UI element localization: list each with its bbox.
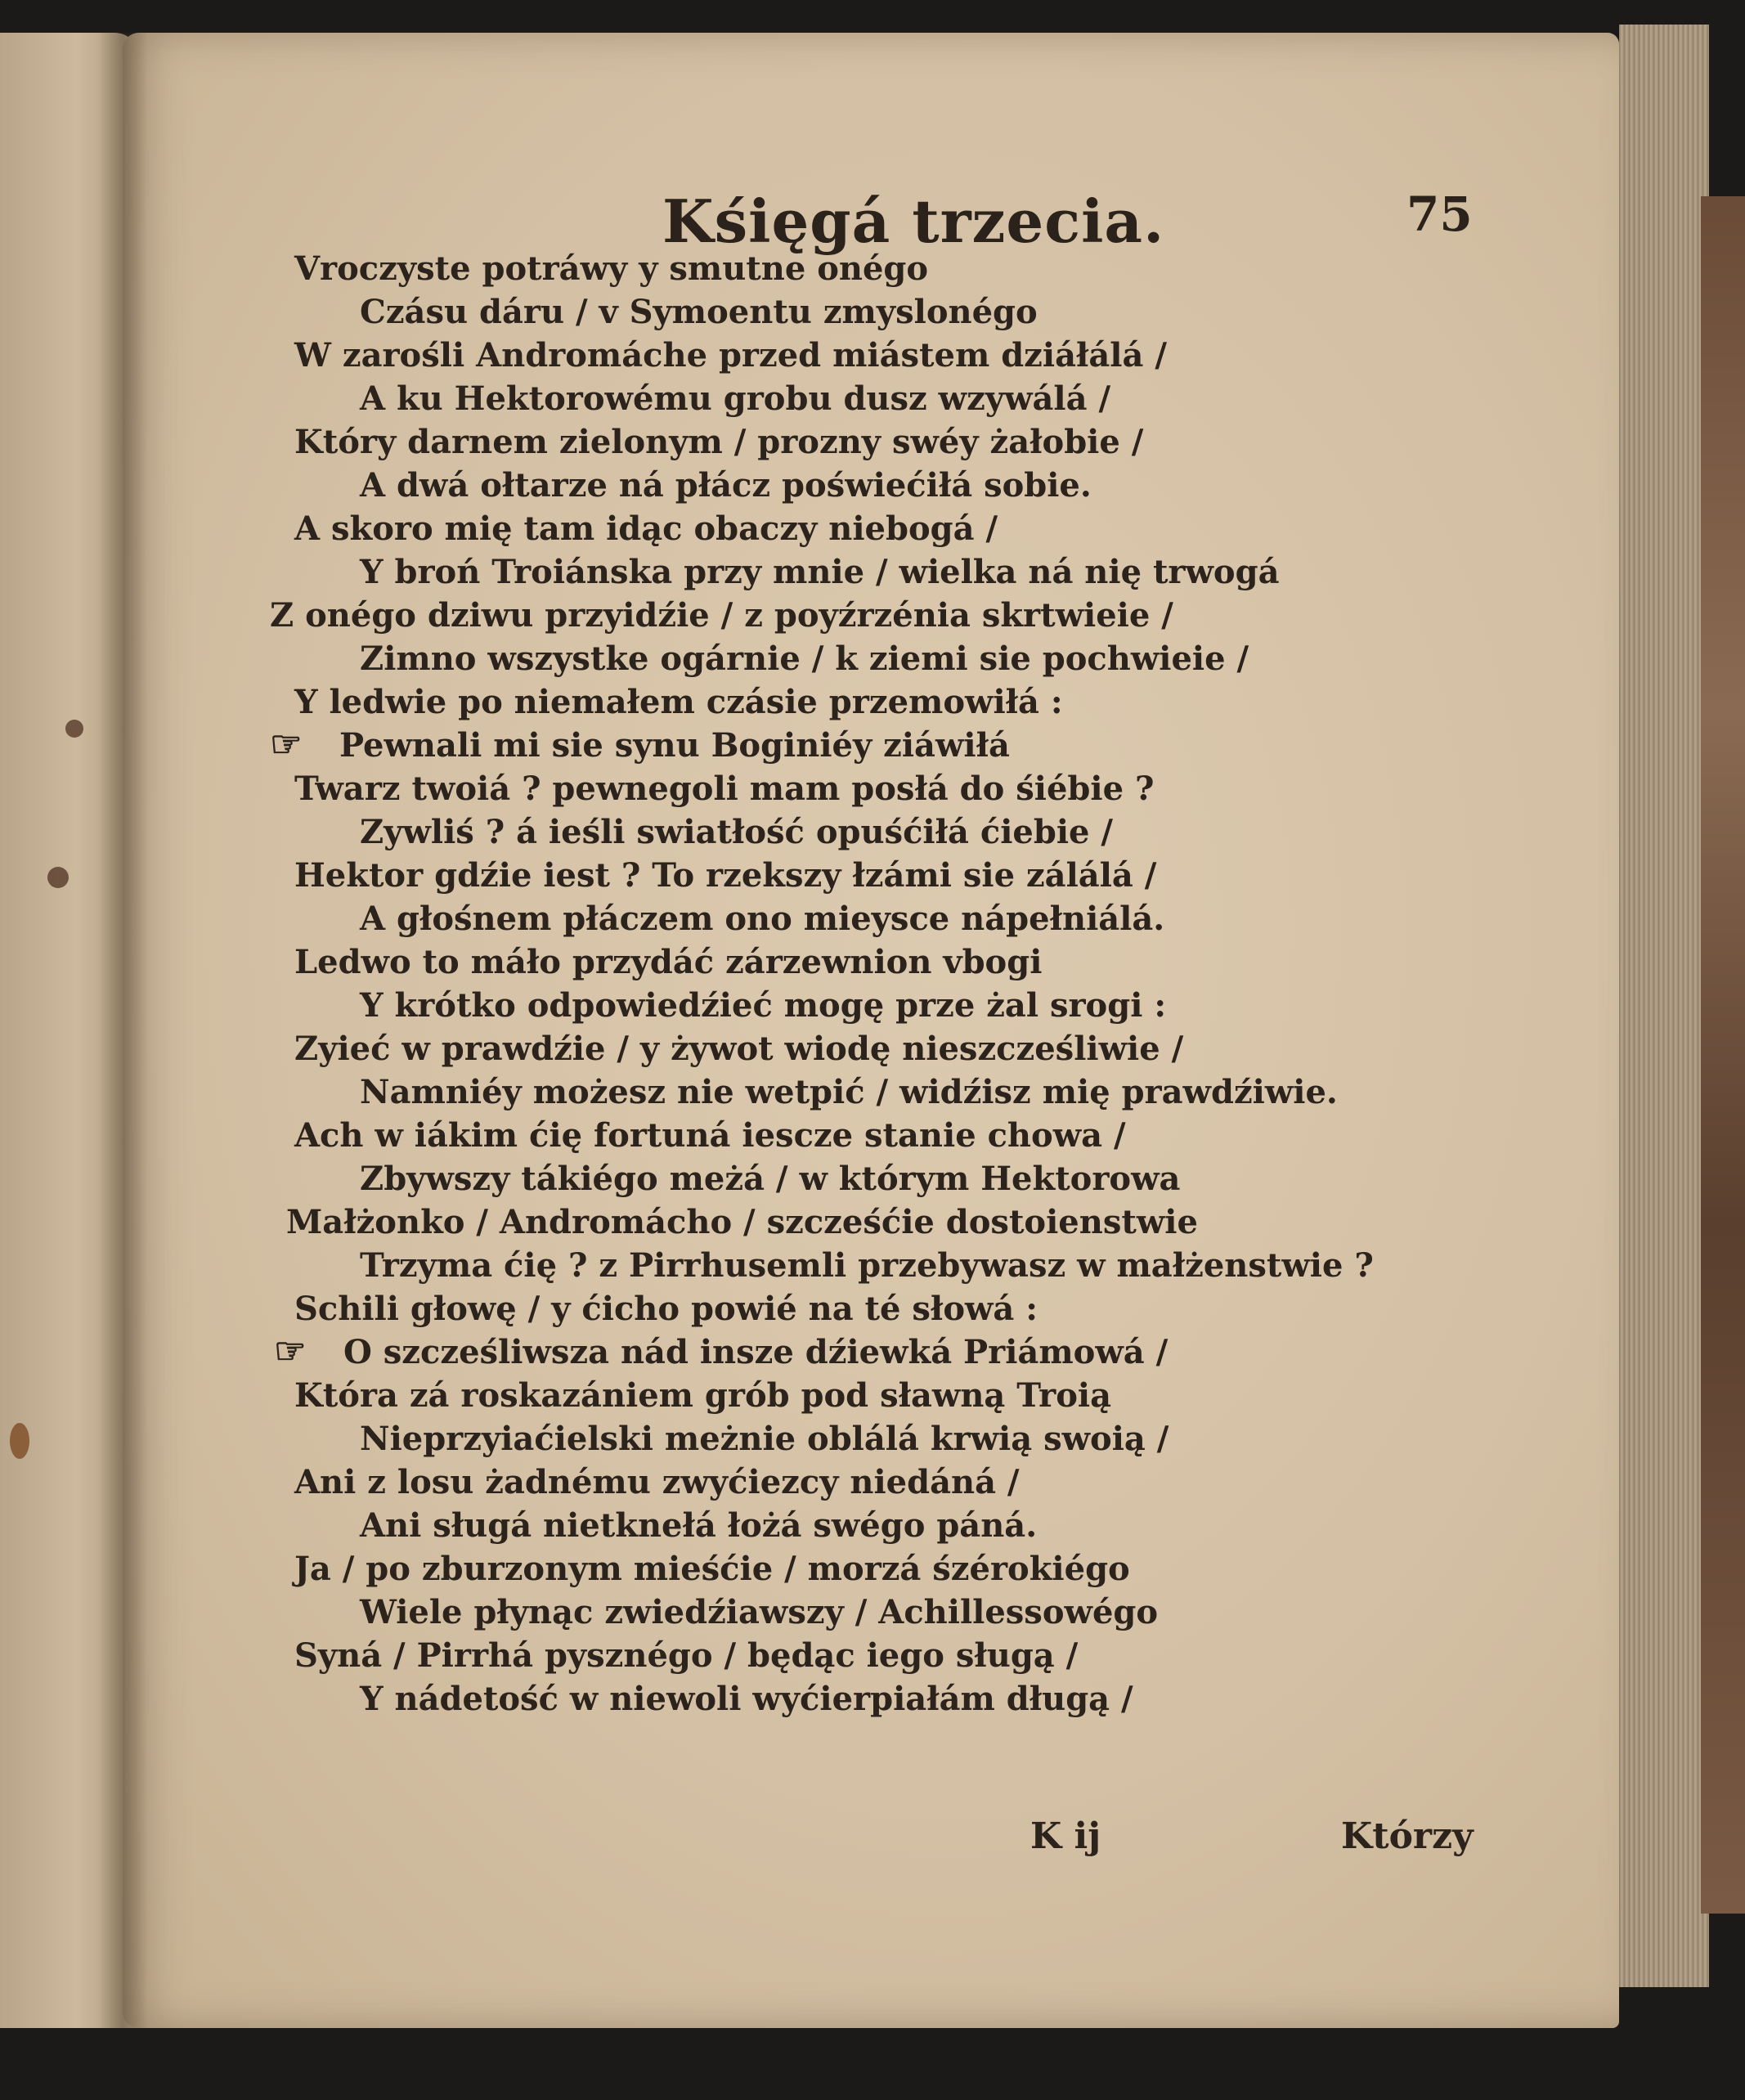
- ink-stain: [65, 720, 83, 738]
- book-gutter: [98, 33, 147, 2028]
- verse-line: Schili głowę / y ćicho powié na té słowá :: [294, 1290, 1038, 1328]
- page-block-edge: [1619, 25, 1709, 1987]
- right-page: [123, 33, 1619, 2028]
- verse-line: Vroczyste potráwy y smutne onégo: [294, 249, 929, 288]
- verse-line: Hektor gdźie iest ? To rzekszy łzámi sie zálálá /: [294, 856, 1157, 895]
- verse-line: Trzyma ćię ? z Pirrhusemli przebywasz w małżenstwie ?: [360, 1246, 1374, 1285]
- verse-line: Twarz twoiá ? pewnegoli mam posłá do śiébie ?: [294, 770, 1155, 808]
- verse-line: Która zá roskazániem grób pod sławną Troią: [294, 1376, 1111, 1415]
- verse-line: Czásu dáru / v Symoentu zmyslonégo: [360, 293, 1038, 331]
- section-mark: ☞: [270, 724, 303, 765]
- verse-line: Zywliś ? á ieśli swiatłość opuśćiłá ćiebie /: [360, 813, 1113, 851]
- verse-line: Syná / Pirrhá pysznégo / będąc iego sługą /: [294, 1636, 1079, 1675]
- page-number: 75: [1406, 186, 1473, 242]
- verse-line: Ani sługá nietknełá łożá swégo páná.: [360, 1506, 1038, 1545]
- ink-stain: [47, 867, 69, 888]
- verse-line: A dwá ołtarze ná płácz poświećiłá sobie.: [360, 466, 1092, 505]
- verse-line: A skoro mię tam idąc obaczy niebogá /: [294, 509, 998, 548]
- verse-line: Zbywszy tákiégo meżá / w którym Hektorowa: [360, 1160, 1181, 1198]
- verse-line: Ach w iákim ćię fortuná iescze stanie chowa /: [294, 1116, 1126, 1155]
- verse-line: Y broń Troiánska przy mnie / wielka ná nię trwogá: [360, 553, 1280, 591]
- verse-line: A głośnem płáczem ono mieysce nápełniálá.: [360, 900, 1165, 938]
- verse-line: Y ledwie po niemałem czásie przemowiłá :: [294, 683, 1063, 721]
- marbled-cover-edge: [1701, 196, 1745, 1914]
- verse-line: Namniéy możesz nie wetpić / widźisz mię prawdźiwie.: [360, 1073, 1338, 1111]
- verse-line: Ledwo to máło przydáć zárzewnion vbogi: [294, 943, 1043, 981]
- verse-line: Zimno wszystke ogárnie / k ziemi sie pochwieie /: [360, 639, 1249, 678]
- verse-line: Który darnem zielonym / prozny swéy żałobie /: [294, 423, 1144, 461]
- page-heading: Kśięgá trzecia.: [662, 186, 1165, 256]
- verse-line: Zyieć w prawdźie / y żywot wiodę nieszcześliwie /: [294, 1030, 1184, 1068]
- catchword: Którzy: [1341, 1815, 1474, 1857]
- signature-mark: K ij: [1030, 1815, 1101, 1857]
- verse-line: W zarośli Andromáche przed miástem dziáłálá /: [294, 336, 1167, 375]
- verse-line: Małżonko / Andromácho / szcześćie dostoienstwie: [286, 1203, 1198, 1241]
- verse-line: Ja / po zburzonym mieśćie / morzá śzérokiégo: [294, 1550, 1130, 1588]
- verse-line: Pewnali mi sie synu Boginiéy ziáwiłá: [339, 726, 1010, 765]
- ink-stain: [10, 1423, 29, 1459]
- verse-line: A ku Hektorowému grobu dusz wzywálá /: [360, 379, 1111, 418]
- verse-line: O szcześliwsza nád insze dźiewká Priámowá /: [343, 1333, 1169, 1371]
- section-mark: ☞: [274, 1330, 307, 1372]
- verse-line: Ani z losu żadnému zwyćiezcy niedáná /: [294, 1463, 1020, 1501]
- verse-line: Wiele płynąc zwiedźiawszy / Achillessowégo: [360, 1593, 1159, 1631]
- verse-line: Y krótko odpowiedźieć mogę prze żal srogi :: [360, 986, 1167, 1025]
- verse-line: Z onégo dziwu przyidźie / z poyźrzénia skrtwieie /: [270, 596, 1173, 635]
- verse-line: Nieprzyiaćielski meżnie oblálá krwią swoią /: [360, 1420, 1169, 1458]
- verse-line: Y nádetość w niewoli wyćierpiałám długą /: [360, 1680, 1133, 1718]
